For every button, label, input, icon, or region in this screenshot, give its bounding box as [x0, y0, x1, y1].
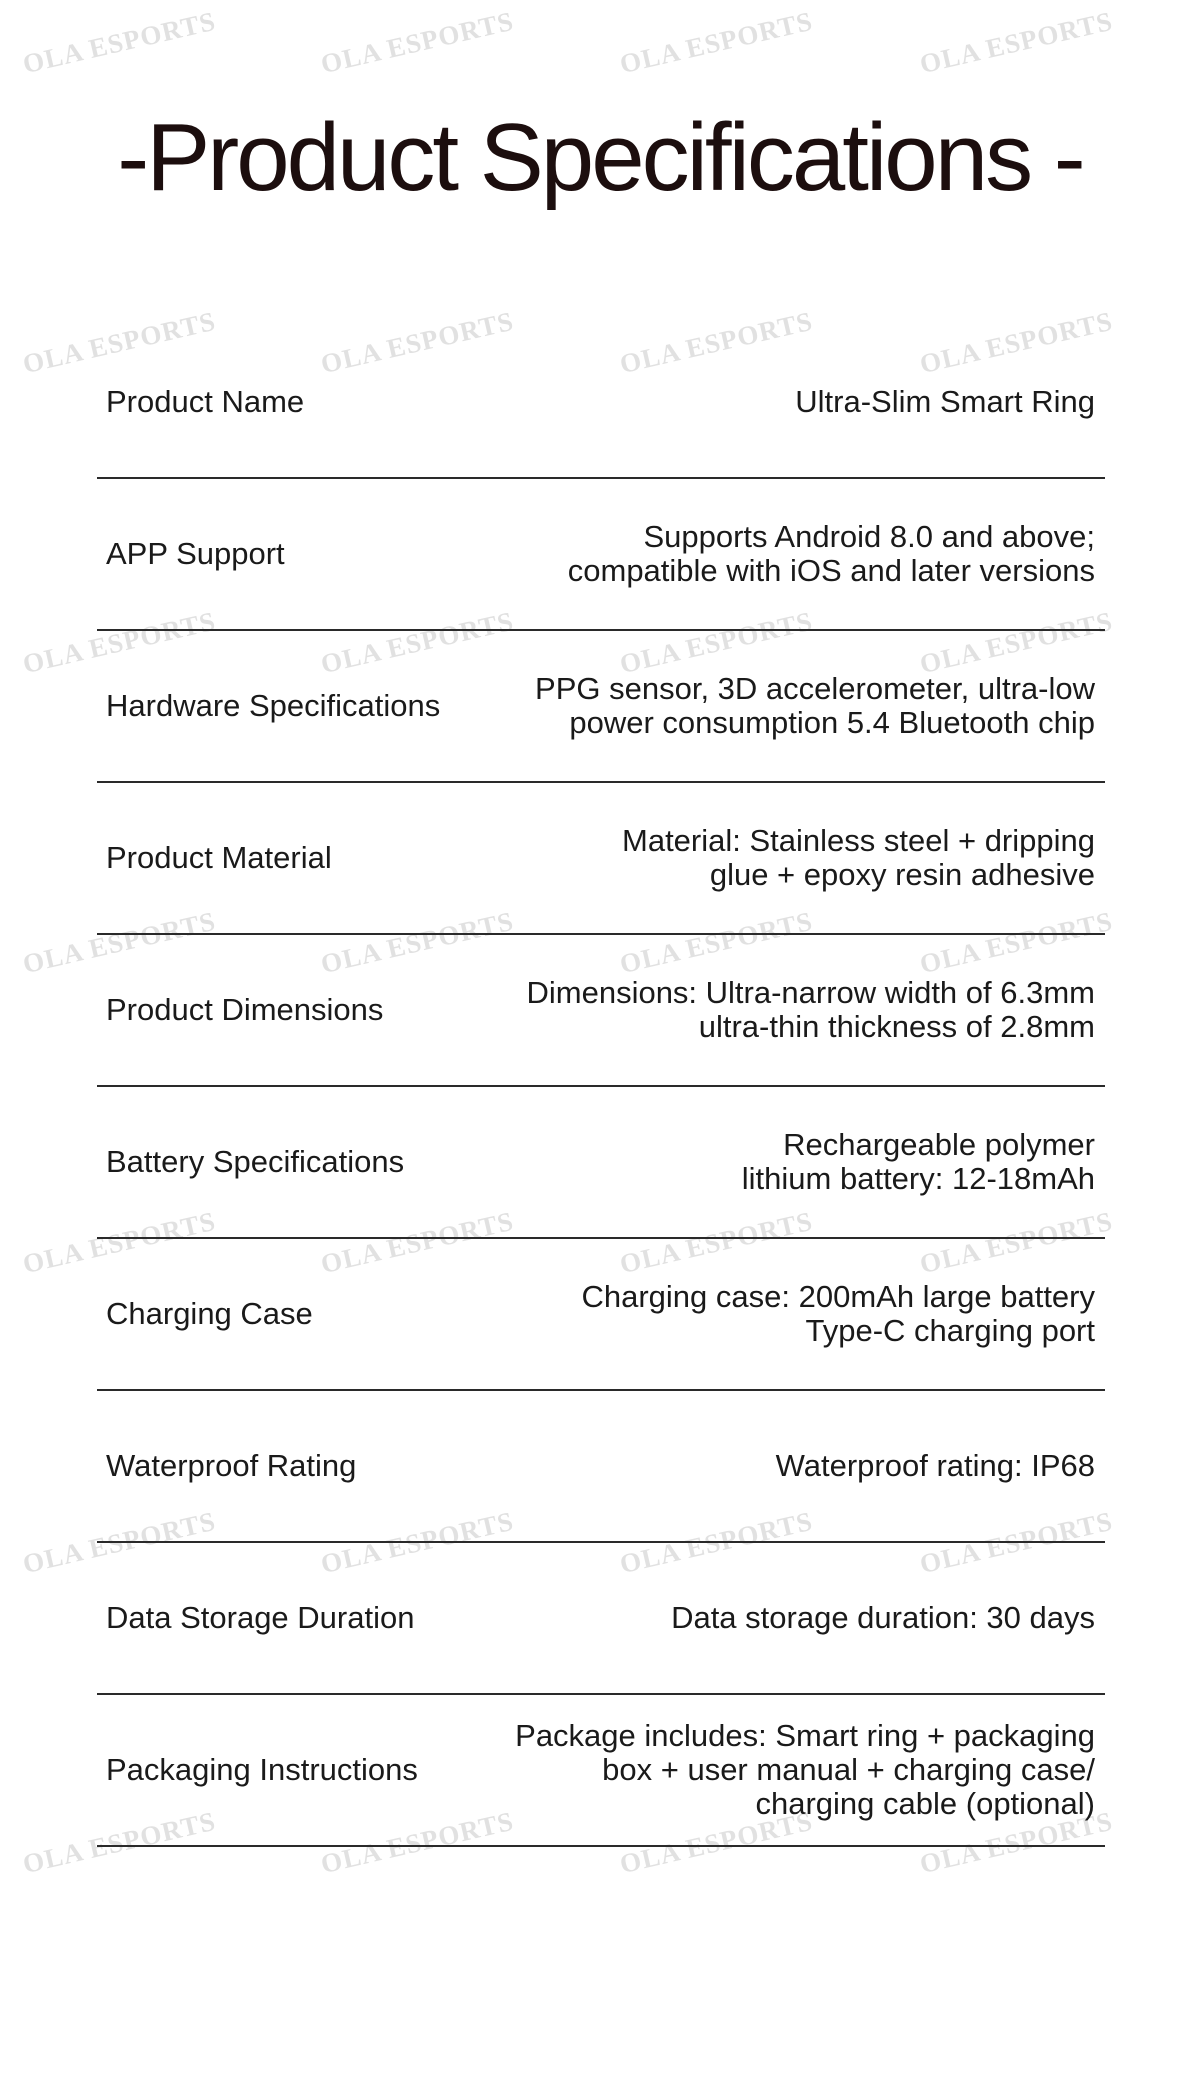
watermark-text: OLA ESPORTS	[318, 1805, 517, 1880]
spec-row	[97, 1391, 1105, 1543]
spec-value-line: ultra-thin thickness of 2.8mm	[698, 1009, 1095, 1044]
spec-row	[97, 327, 1105, 479]
watermark-text: OLA ESPORTS	[318, 305, 517, 380]
spec-row	[97, 1695, 1105, 1847]
spec-label: Packaging Instructions	[106, 1752, 418, 1787]
spec-value-line: power consumption 5.4 Bluetooth chip	[569, 705, 1095, 740]
spec-row	[97, 1239, 1105, 1391]
page-title: -Product Specifications -	[117, 104, 1083, 211]
spec-label: Data Storage Duration	[106, 1600, 415, 1635]
spec-value-line: Package includes: Smart ring + packaging	[515, 1718, 1095, 1753]
watermark-text: OLA ESPORTS	[917, 1505, 1116, 1580]
spec-label: Waterproof Rating	[106, 1448, 357, 1483]
spec-value	[455, 385, 1095, 419]
spec-row	[97, 1543, 1105, 1695]
watermark-text: OLA ESPORTS	[917, 905, 1116, 980]
watermark-text: OLA ESPORTS	[617, 5, 816, 80]
spec-value-line: Waterproof rating: IP68	[775, 1448, 1095, 1483]
spec-value-line: charging cable (optional)	[755, 1786, 1095, 1821]
spec-value-line: Supports Android 8.0 and above;	[643, 519, 1095, 554]
spec-value	[455, 1601, 1095, 1635]
spec-label: Charging Case	[106, 1296, 313, 1331]
watermark-text: OLA ESPORTS	[917, 1805, 1116, 1880]
watermark-text: OLA ESPORTS	[318, 905, 517, 980]
watermark-text: OLA ESPORTS	[20, 905, 219, 980]
spec-value	[455, 976, 1095, 1044]
spec-value	[455, 1449, 1095, 1483]
spec-row	[97, 1087, 1105, 1239]
spec-value	[455, 1719, 1095, 1821]
spec-value	[455, 1280, 1095, 1348]
spec-table	[97, 327, 1105, 1847]
watermark-text: OLA ESPORTS	[318, 605, 517, 680]
watermark-text: OLA ESPORTS	[917, 5, 1116, 80]
spec-value-line: lithium battery: 12-18mAh	[741, 1161, 1095, 1196]
watermark-text: OLA ESPORTS	[617, 905, 816, 980]
watermark-text: OLA ESPORTS	[318, 1505, 517, 1580]
spec-row	[97, 935, 1105, 1087]
spec-value-line: glue + epoxy resin adhesive	[709, 857, 1095, 892]
watermark-text: OLA ESPORTS	[917, 305, 1116, 380]
spec-value-line: compatible with iOS and later versions	[567, 553, 1095, 588]
spec-row	[97, 631, 1105, 783]
watermark-text: OLA ESPORTS	[318, 5, 517, 80]
watermark-text: OLA ESPORTS	[20, 5, 219, 80]
watermark-text: OLA ESPORTS	[20, 605, 219, 680]
spec-value	[455, 520, 1095, 588]
spec-label: Product Material	[106, 840, 332, 875]
spec-label: Product Name	[106, 384, 305, 419]
watermark-text: OLA ESPORTS	[617, 605, 816, 680]
watermark-text: OLA ESPORTS	[617, 1205, 816, 1280]
spec-value-line: Dimensions: Ultra-narrow width of 6.3mm	[526, 975, 1095, 1010]
spec-label: Product Dimensions	[106, 992, 384, 1027]
watermark-text: OLA ESPORTS	[318, 1205, 517, 1280]
spec-value-line: Type-C charging port	[805, 1313, 1095, 1348]
spec-value	[455, 672, 1095, 740]
spec-value-line: Rechargeable polymer	[783, 1127, 1095, 1162]
spec-row	[97, 479, 1105, 631]
watermark-text: OLA ESPORTS	[20, 305, 219, 380]
spec-row	[97, 783, 1105, 935]
spec-label: Hardware Specifications	[106, 688, 441, 723]
spec-value	[455, 1128, 1095, 1196]
watermark-text: OLA ESPORTS	[617, 1505, 816, 1580]
watermark-text: OLA ESPORTS	[917, 1205, 1116, 1280]
spec-value-line: Data storage duration: 30 days	[671, 1600, 1095, 1635]
watermark-text: OLA ESPORTS	[20, 1205, 219, 1280]
watermark-text: OLA ESPORTS	[917, 605, 1116, 680]
spec-value-line: box + user manual + charging case/	[602, 1752, 1095, 1787]
watermark-text: OLA ESPORTS	[20, 1505, 219, 1580]
spec-value-line: Ultra-Slim Smart Ring	[795, 384, 1095, 419]
spec-value	[455, 824, 1095, 892]
spec-label: Battery Specifications	[106, 1144, 405, 1179]
spec-label: APP Support	[106, 536, 285, 571]
spec-value-line: Material: Stainless steel + dripping	[622, 823, 1095, 858]
watermark-text: OLA ESPORTS	[20, 1805, 219, 1880]
spec-value-line: PPG sensor, 3D accelerometer, ultra-low	[535, 671, 1095, 706]
watermark-text: OLA ESPORTS	[617, 1805, 816, 1880]
spec-value-line: Charging case: 200mAh large battery	[581, 1279, 1095, 1314]
watermark-text: OLA ESPORTS	[617, 305, 816, 380]
